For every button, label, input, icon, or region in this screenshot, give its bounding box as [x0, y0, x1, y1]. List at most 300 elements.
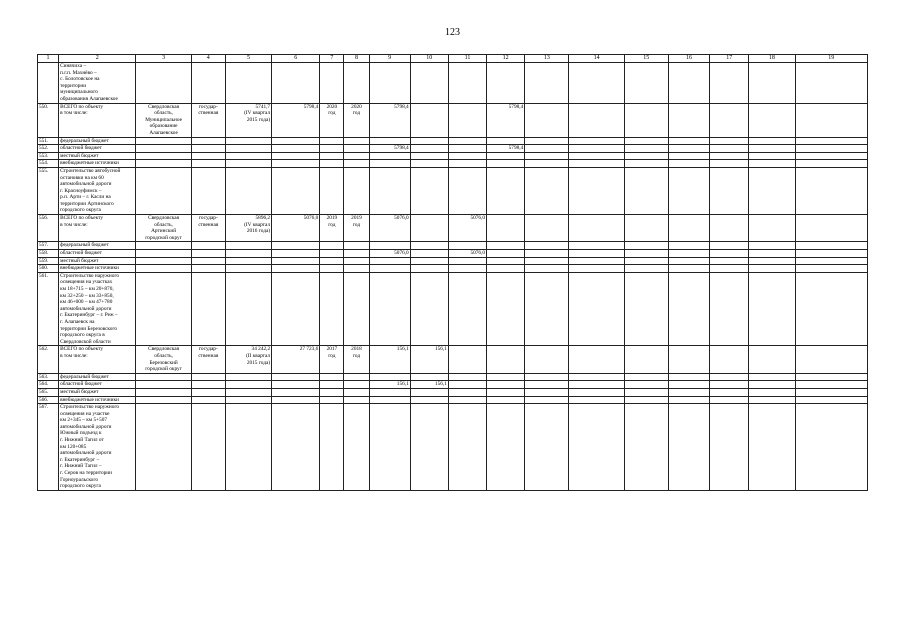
table-cell — [344, 242, 369, 250]
table-cell — [320, 250, 344, 258]
table-cell — [624, 396, 668, 404]
table-row — [38, 257, 868, 265]
table-cell — [272, 388, 320, 396]
table-cell — [225, 272, 271, 346]
row-number-cell: 558. — [38, 250, 59, 258]
table-cell — [624, 145, 668, 153]
table-cell — [710, 152, 749, 160]
table-cell — [569, 145, 624, 153]
table-cell — [410, 388, 448, 396]
table-cell — [795, 396, 868, 404]
table-cell — [136, 152, 191, 160]
table-cell — [320, 257, 344, 265]
table-cell — [487, 265, 525, 273]
table-row — [38, 103, 868, 137]
table-cell — [525, 272, 569, 346]
table-row — [38, 167, 868, 214]
table-cell — [369, 160, 410, 168]
table-cell: Свердловская область, Артинский городской округ — [136, 215, 191, 242]
column-number-cell: 8 — [344, 55, 369, 63]
table-cell — [525, 167, 569, 214]
table-cell — [487, 346, 525, 373]
table-cell — [225, 152, 271, 160]
table-cell — [410, 265, 448, 273]
description-cell: ВСЕГО по объекту в том числе: — [59, 215, 136, 242]
table-cell — [710, 63, 749, 104]
table-cell — [795, 215, 868, 242]
table-cell — [320, 272, 344, 346]
table-cell — [624, 215, 668, 242]
investment-table — [37, 54, 868, 491]
column-number-cell: 14 — [569, 55, 624, 63]
table-cell — [749, 388, 795, 396]
table-cell — [710, 272, 749, 346]
table-cell — [749, 265, 795, 273]
table-cell — [410, 215, 448, 242]
table-cell — [668, 396, 709, 404]
table-cell — [369, 137, 410, 145]
table-cell — [448, 152, 486, 160]
table-cell — [569, 396, 624, 404]
table-cell: 5076,0 — [448, 215, 486, 242]
row-number-cell: 554. — [38, 160, 59, 168]
table-cell — [410, 272, 448, 346]
table-cell — [369, 265, 410, 273]
table-cell — [225, 381, 271, 389]
table-cell — [410, 152, 448, 160]
table-cell — [410, 160, 448, 168]
table-cell — [487, 242, 525, 250]
row-number-cell: 563. — [38, 373, 59, 381]
table-cell — [272, 272, 320, 346]
table-cell — [624, 257, 668, 265]
table-row — [38, 152, 868, 160]
table-cell — [668, 265, 709, 273]
table-cell — [795, 160, 868, 168]
table-cell — [668, 167, 709, 214]
column-number-cell: 12 — [487, 55, 525, 63]
table-row — [38, 265, 868, 273]
table-row — [38, 145, 868, 153]
table-cell — [369, 242, 410, 250]
table-cell — [525, 373, 569, 381]
table-cell — [136, 373, 191, 381]
table-cell — [525, 250, 569, 258]
table-row — [38, 346, 868, 373]
table-cell: 2020 год — [344, 103, 369, 137]
table-cell — [369, 257, 410, 265]
table-cell — [410, 373, 448, 381]
table-cell — [668, 160, 709, 168]
table-cell — [448, 242, 486, 250]
description-cell: внебюджетные источники — [59, 396, 136, 404]
table-cell — [225, 167, 271, 214]
table-cell — [448, 396, 486, 404]
table-cell — [448, 373, 486, 381]
table-cell: 27 723,6 — [272, 346, 320, 373]
table-cell — [225, 396, 271, 404]
description-cell: внебюджетные источники — [59, 160, 136, 168]
column-number-cell: 15 — [624, 55, 668, 63]
table-cell — [710, 404, 749, 491]
table-cell — [624, 346, 668, 373]
table-cell: государ- ственная — [191, 346, 225, 373]
table-cell — [487, 63, 525, 104]
table-cell — [136, 242, 191, 250]
table-cell — [225, 404, 271, 491]
row-number-cell: 552. — [38, 145, 59, 153]
table-cell — [749, 257, 795, 265]
row-number-cell: 559. — [38, 257, 59, 265]
table-cell — [191, 160, 225, 168]
table-cell — [369, 63, 410, 104]
table-cell: 34 242,2 (II квартал 2015 года) — [225, 346, 271, 373]
table-cell — [795, 103, 868, 137]
table-cell: 156,1 — [410, 381, 448, 389]
table-cell — [624, 388, 668, 396]
description-cell: Синячиха – п.г.п. Махнёво – с. Болотовское на территории муниципального образования Алапаевское — [59, 63, 136, 104]
table-row — [38, 250, 868, 258]
table-cell — [525, 388, 569, 396]
table-cell — [410, 396, 448, 404]
table-cell — [410, 137, 448, 145]
table-cell — [191, 404, 225, 491]
table-cell — [795, 257, 868, 265]
table-cell — [487, 215, 525, 242]
table-cell — [320, 404, 344, 491]
table-cell — [569, 346, 624, 373]
table-cell — [369, 396, 410, 404]
table-cell — [320, 137, 344, 145]
table-cell — [191, 373, 225, 381]
table-cell — [624, 272, 668, 346]
table-cell — [668, 215, 709, 242]
table-cell — [136, 167, 191, 214]
table-cell — [369, 388, 410, 396]
table-cell — [525, 145, 569, 153]
table-cell: государ- ственная — [191, 215, 225, 242]
table-cell — [448, 167, 486, 214]
table-cell — [410, 63, 448, 104]
row-number-cell: 557. — [38, 242, 59, 250]
table-cell — [749, 272, 795, 346]
table-cell — [710, 103, 749, 137]
table-cell — [749, 145, 795, 153]
table-cell — [225, 388, 271, 396]
table-cell — [448, 257, 486, 265]
table-cell — [344, 152, 369, 160]
table-cell — [569, 137, 624, 145]
row-number-cell: 556. — [38, 215, 59, 242]
table-cell — [749, 373, 795, 381]
column-number-cell: 6 — [272, 55, 320, 63]
table-cell — [525, 215, 569, 242]
table-cell — [795, 242, 868, 250]
table-cell — [136, 388, 191, 396]
table-cell — [710, 145, 749, 153]
table-cell: 5896,2 (IV квартал 2016 года) — [225, 215, 271, 242]
table-cell — [668, 381, 709, 389]
column-number-cell: 1 — [38, 55, 59, 63]
table-cell — [624, 381, 668, 389]
table-cell — [136, 381, 191, 389]
table-cell — [710, 137, 749, 145]
description-cell: Строительство наружного освещения на участках км 18+715 – км 20+870, км 32+250 – км 33+850, км 46+000 – км 47+780 автомобильной дороги г. Екатеринбург – г. Реж – г. Алапаевск на территории Березовского городского округа в Свердловской области — [59, 272, 136, 346]
row-number-cell: 566. — [38, 396, 59, 404]
table-cell — [448, 63, 486, 104]
table-cell — [624, 152, 668, 160]
table-cell — [569, 152, 624, 160]
table-cell — [344, 373, 369, 381]
table-cell — [749, 160, 795, 168]
table-cell — [272, 381, 320, 389]
table-cell — [136, 404, 191, 491]
table-cell — [569, 215, 624, 242]
table-cell — [569, 388, 624, 396]
column-number-cell: 3 — [136, 55, 191, 63]
table-cell — [710, 396, 749, 404]
table-cell — [320, 160, 344, 168]
table-cell — [320, 152, 344, 160]
table-cell — [344, 250, 369, 258]
table-cell — [225, 257, 271, 265]
table-cell — [272, 265, 320, 273]
table-cell — [795, 63, 868, 104]
table-cell — [624, 265, 668, 273]
table-cell: 5741,7 (IV квартал 2015 года) — [225, 103, 271, 137]
table-cell — [191, 145, 225, 153]
description-cell: ВСЕГО по объекту в том числе: — [59, 103, 136, 137]
table-cell — [668, 152, 709, 160]
description-cell: Строительство автобусной остановки на км 60 автомобильной дороги г. Красноуфимск – р.п. Арти – г. Касли на территории Артинского городского округа — [59, 167, 136, 214]
table-cell — [136, 137, 191, 145]
column-number-cell: 17 — [710, 55, 749, 63]
table-row — [38, 242, 868, 250]
column-number-cell: 10 — [410, 55, 448, 63]
table-cell — [344, 167, 369, 214]
column-number-cell: 18 — [749, 55, 795, 63]
table-cell — [569, 160, 624, 168]
table-cell — [710, 250, 749, 258]
column-number-cell: 19 — [795, 55, 868, 63]
table-cell — [272, 152, 320, 160]
table-cell — [225, 137, 271, 145]
table-cell — [525, 257, 569, 265]
description-cell: местный бюджет — [59, 388, 136, 396]
table-cell — [668, 145, 709, 153]
table-cell — [344, 137, 369, 145]
table-cell — [410, 145, 448, 153]
table-cell: 2020 год — [320, 103, 344, 137]
row-number-cell: 550. — [38, 103, 59, 137]
table-cell — [136, 265, 191, 273]
table-cell — [749, 137, 795, 145]
table-cell — [569, 265, 624, 273]
table-cell — [344, 272, 369, 346]
table-cell — [795, 152, 868, 160]
table-cell — [487, 257, 525, 265]
table-cell — [448, 404, 486, 491]
table-cell — [569, 272, 624, 346]
table-cell — [344, 265, 369, 273]
table-cell — [795, 388, 868, 396]
column-number-cell: 11 — [448, 55, 486, 63]
table-cell: 5076,0 — [369, 215, 410, 242]
table-row — [38, 137, 868, 145]
table-cell — [710, 215, 749, 242]
table-cell — [525, 404, 569, 491]
table-cell — [525, 242, 569, 250]
table-cell — [191, 257, 225, 265]
table-cell — [624, 404, 668, 491]
table-cell — [136, 250, 191, 258]
table-cell — [448, 388, 486, 396]
table-row — [38, 63, 868, 104]
table-cell — [525, 381, 569, 389]
table-cell — [191, 381, 225, 389]
table-cell — [668, 373, 709, 381]
table-cell — [320, 265, 344, 273]
table-cell — [448, 346, 486, 373]
table-cell — [624, 242, 668, 250]
table-cell — [272, 404, 320, 491]
table-row — [38, 215, 868, 242]
table-cell: 5076,0 — [272, 215, 320, 242]
table-cell — [369, 167, 410, 214]
table-cell — [369, 152, 410, 160]
table-cell — [749, 215, 795, 242]
table-cell — [225, 242, 271, 250]
table-cell — [272, 373, 320, 381]
table-cell — [448, 160, 486, 168]
column-number-cell: 7 — [320, 55, 344, 63]
table-cell — [710, 242, 749, 250]
column-number-cell: 5 — [225, 55, 271, 63]
table-cell: 2018 год — [344, 346, 369, 373]
table-cell — [710, 388, 749, 396]
table-cell: 156,1 — [369, 346, 410, 373]
column-number-cell: 16 — [668, 55, 709, 63]
table-cell — [569, 63, 624, 104]
table-cell — [369, 373, 410, 381]
table-cell — [136, 145, 191, 153]
table-cell — [191, 152, 225, 160]
table-cell — [191, 250, 225, 258]
table-cell — [410, 250, 448, 258]
column-number-cell: 13 — [525, 55, 569, 63]
table-cell — [710, 373, 749, 381]
table-cell — [749, 242, 795, 250]
table-cell — [410, 257, 448, 265]
description-cell: федеральный бюджет — [59, 242, 136, 250]
table-row — [38, 381, 868, 389]
table-cell — [668, 404, 709, 491]
table-cell — [191, 388, 225, 396]
table-cell — [225, 373, 271, 381]
table-cell — [272, 242, 320, 250]
table-cell — [344, 404, 369, 491]
row-number-cell: 562. — [38, 346, 59, 373]
table-cell — [191, 396, 225, 404]
column-number-row — [38, 55, 868, 63]
description-cell: внебюджетные источники — [59, 265, 136, 273]
table-cell — [225, 265, 271, 273]
table-cell — [225, 160, 271, 168]
table-cell — [668, 272, 709, 346]
table-cell — [668, 242, 709, 250]
table-cell — [795, 137, 868, 145]
table-cell — [344, 160, 369, 168]
table-cell — [410, 404, 448, 491]
table-cell — [569, 103, 624, 137]
table-cell — [225, 250, 271, 258]
table-cell — [525, 63, 569, 104]
table-cell — [272, 145, 320, 153]
table-cell — [225, 145, 271, 153]
table-cell — [191, 265, 225, 273]
table-cell — [569, 242, 624, 250]
table-cell — [369, 404, 410, 491]
table-cell — [320, 381, 344, 389]
table-cell — [569, 257, 624, 265]
table-cell — [624, 103, 668, 137]
table-cell: Свердловская область, Муниципальное образование Алапаевское — [136, 103, 191, 137]
table-cell — [624, 63, 668, 104]
table-cell: 5798,4 — [369, 103, 410, 137]
table-cell — [191, 167, 225, 214]
table-cell — [624, 137, 668, 145]
table-row — [38, 404, 868, 491]
table-cell — [272, 250, 320, 258]
table-cell — [320, 63, 344, 104]
description-cell: местный бюджет — [59, 152, 136, 160]
description-cell: ВСЕГО по объекту в том числе: — [59, 346, 136, 373]
table-cell — [320, 373, 344, 381]
table-cell — [136, 160, 191, 168]
description-cell: федеральный бюджет — [59, 373, 136, 381]
table-cell — [795, 272, 868, 346]
description-cell: областной бюджет — [59, 381, 136, 389]
table-cell — [272, 63, 320, 104]
table-cell: 2019 год — [320, 215, 344, 242]
table-cell — [795, 167, 868, 214]
table-cell — [525, 396, 569, 404]
table-cell — [487, 396, 525, 404]
table-cell: 2017 год — [320, 346, 344, 373]
table-cell — [320, 396, 344, 404]
table-cell — [525, 137, 569, 145]
row-number-cell: 567. — [38, 404, 59, 491]
table-cell — [448, 137, 486, 145]
row-number-cell: 560. — [38, 265, 59, 273]
table-cell — [749, 381, 795, 389]
table-cell — [320, 145, 344, 153]
description-cell: областной бюджет — [59, 250, 136, 258]
table-cell — [272, 167, 320, 214]
table-cell: 5076,0 — [369, 250, 410, 258]
table-cell — [749, 404, 795, 491]
table-row — [38, 396, 868, 404]
table-cell — [795, 404, 868, 491]
table-cell — [448, 381, 486, 389]
table-cell — [191, 242, 225, 250]
table-cell — [487, 272, 525, 346]
table-cell — [710, 167, 749, 214]
table-cell — [795, 373, 868, 381]
table-cell — [668, 250, 709, 258]
row-number-cell: 553. — [38, 152, 59, 160]
table-cell — [668, 137, 709, 145]
